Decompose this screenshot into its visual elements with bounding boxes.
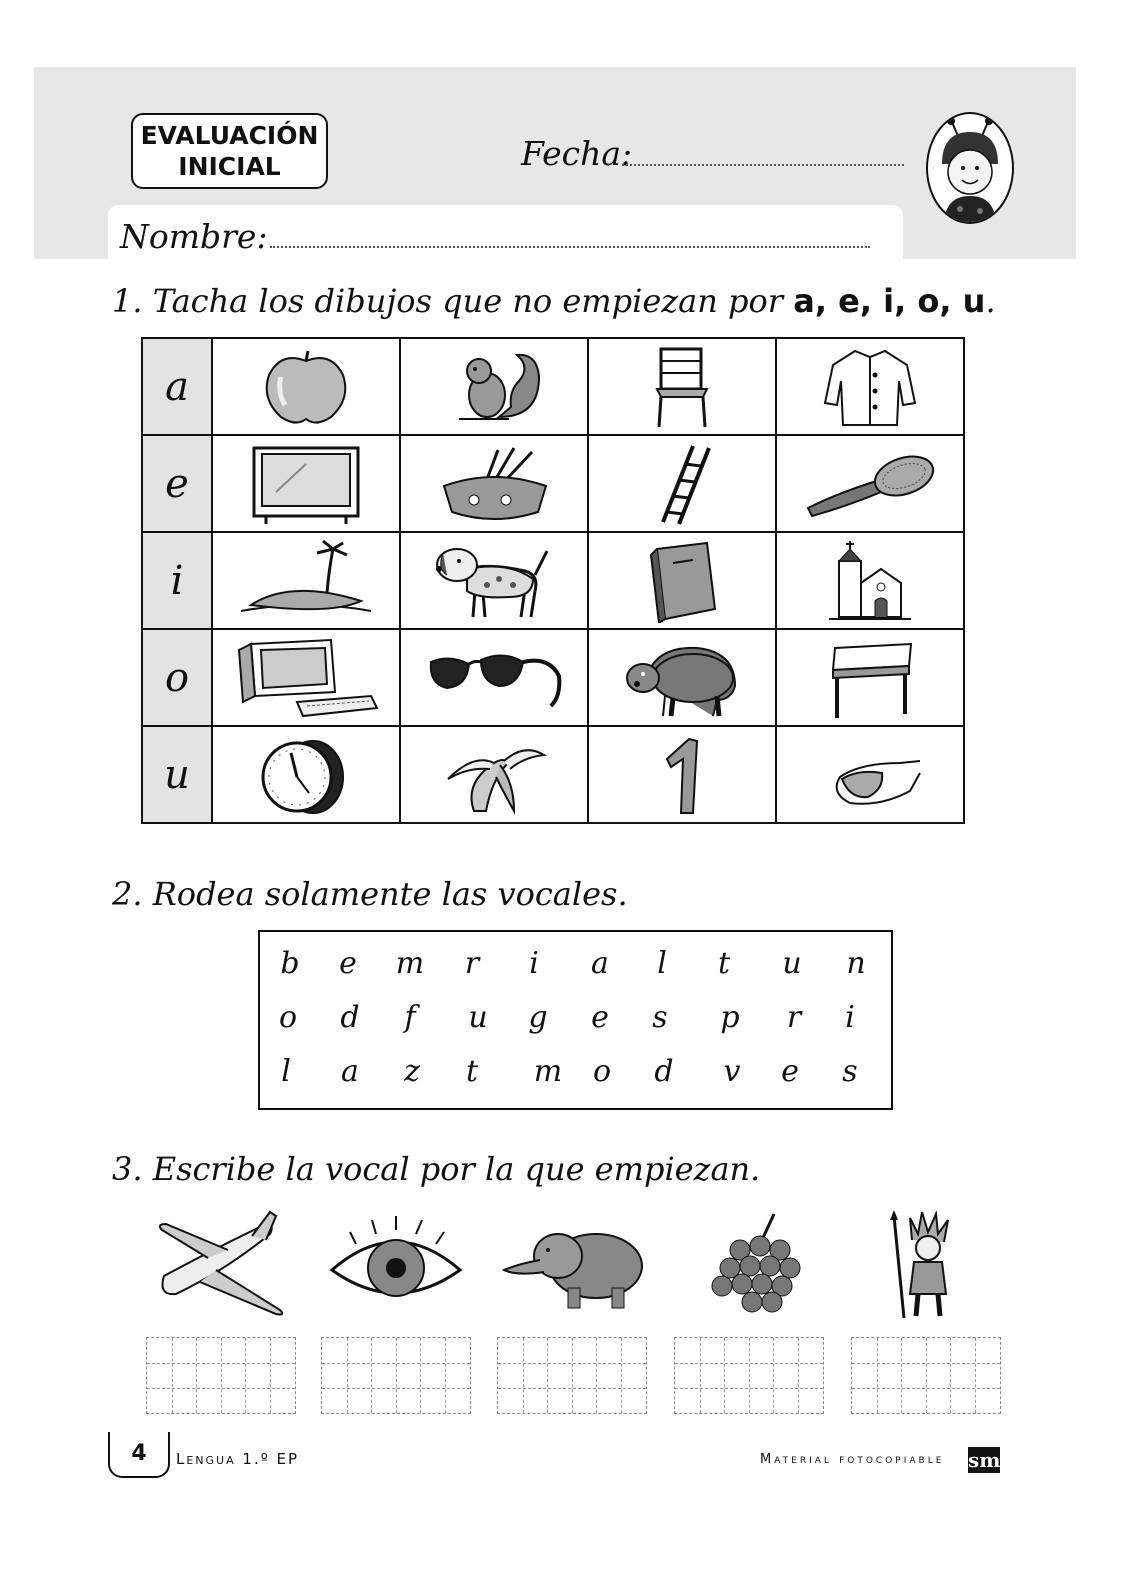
name-label: Nombre: [120,217,268,256]
grid-cell[interactable] [776,435,964,532]
grid-cell[interactable] [400,532,588,629]
exercise-2-text: Rodea solamente las vocales. [152,875,628,913]
letter[interactable]: s [652,1000,668,1035]
page-number: 4 [108,1432,170,1478]
letter[interactable]: d [340,1000,360,1035]
grid-cell[interactable] [776,726,964,823]
ladybug-character-icon [926,112,1014,224]
grid-cell[interactable] [588,435,776,532]
grid-cell[interactable] [212,435,400,532]
letter[interactable]: a [591,946,609,981]
grid-cell[interactable] [588,726,776,823]
letter[interactable]: l [657,946,667,981]
coat-icon [815,345,925,429]
letter[interactable]: b [280,946,300,981]
exercise-2-instruction [112,875,628,913]
grid-cell[interactable] [588,532,776,629]
exercise-3-text: Escribe la vocal por la que empiezan. [152,1150,761,1188]
grid-cell[interactable] [400,629,588,726]
exercise-3-instruction [112,1150,760,1188]
exercise-1-end: . [985,282,996,320]
ladder-icon [627,442,737,526]
exercise-3-pictures [0,1210,1124,1330]
grid-cell[interactable] [588,629,776,726]
grid-cell[interactable] [212,532,400,629]
row-vowel-label: o [142,629,212,726]
grid-cell[interactable] [588,338,776,435]
letter[interactable]: o [278,1000,298,1035]
church-icon [815,539,925,623]
writing-box[interactable] [851,1337,1001,1414]
letter[interactable]: r [786,1000,802,1035]
letter[interactable]: e [591,1000,609,1035]
exercise-1-instruction [112,282,996,320]
date-label: Fecha: [521,134,633,173]
badge-line-2: INICIAL [178,152,281,181]
exercise-3-number: 3. [112,1150,143,1188]
letter[interactable]: s [842,1054,858,1089]
grid-cell[interactable] [212,629,400,726]
letter-row-1 [260,946,891,996]
row-vowel-label: i [142,532,212,629]
letter[interactable]: u [468,1000,488,1035]
row-vowel-label: a [142,338,212,435]
publisher-logo: sm [968,1448,1001,1472]
letter[interactable]: n [846,946,866,981]
grid-row-i [142,532,964,629]
island-icon [231,539,381,623]
grid-row-o [142,629,964,726]
exercise-1-text: Tacha los dibujos que no empiezan por [152,282,784,320]
tv-icon [246,442,366,526]
chair-icon [627,345,737,429]
footer-subject: Lengua 1.º EP [176,1450,300,1468]
dog-icon [429,539,559,623]
letter[interactable]: d [654,1054,674,1089]
fingernail-icon [810,733,930,817]
number-one-icon [627,733,737,817]
grid-row-a [142,338,964,435]
letter[interactable]: f [404,1000,416,1035]
sunglasses-icon [419,636,569,720]
grid-row-e [142,435,964,532]
letter[interactable]: v [723,1054,741,1089]
writing-box[interactable] [321,1337,471,1414]
bear-icon [617,636,747,720]
grid-cell[interactable] [776,532,964,629]
letter[interactable]: z [404,1054,420,1089]
basket-icon [434,442,554,526]
grid-row-u [142,726,964,823]
row-vowel-label: u [142,726,212,823]
letter[interactable]: g [528,1000,548,1035]
letter[interactable]: t [465,1054,479,1089]
airplane-icon [152,1210,292,1320]
eye-icon [326,1210,466,1320]
exercise-1-number: 1. [112,282,143,320]
computer-icon [231,636,381,720]
letter[interactable]: t [717,946,731,981]
grid-cell[interactable] [776,629,964,726]
letter[interactable]: a [341,1054,359,1089]
badge-line-1: EVALUACIÓN [140,121,319,150]
table-icon [815,636,925,720]
writing-box[interactable] [497,1337,647,1414]
grid-cell[interactable] [776,338,964,435]
letter[interactable]: u [782,946,802,981]
letter[interactable]: r [464,946,480,981]
letter[interactable]: e [339,946,357,981]
letter[interactable]: i [529,946,539,981]
letter[interactable]: p [720,1000,740,1035]
exercise-2-number: 2. [112,875,143,913]
grid-cell[interactable] [212,338,400,435]
letter[interactable]: e [781,1054,799,1089]
letter-box [258,930,893,1110]
date-field[interactable] [622,164,904,166]
grid-cell[interactable] [400,726,588,823]
letter[interactable]: i [845,1000,855,1035]
banana-icon [434,733,554,817]
native-warrior-icon [880,1210,970,1320]
letter[interactable]: l [281,1054,291,1089]
book-icon [627,539,737,623]
grid-cell[interactable] [400,338,588,435]
letter-row-2 [260,1000,891,1050]
picture-grid [141,337,965,824]
grid-cell[interactable] [400,435,588,532]
squirrel-icon [439,347,549,427]
clock-icon [251,733,361,817]
elephant-icon [500,1210,650,1320]
brush-icon [800,442,940,526]
letter-row-3 [260,1054,891,1104]
grapes-icon [700,1210,810,1320]
apple-icon [251,347,361,427]
writing-box[interactable] [146,1337,296,1414]
exercise-1-vowels: a, e, i, o, u [793,282,986,320]
letter[interactable]: o [592,1054,612,1089]
letter[interactable]: m [395,946,425,981]
writing-box[interactable] [674,1337,824,1414]
letter[interactable]: m [533,1054,563,1089]
grid-cell[interactable] [212,726,400,823]
name-field[interactable] [270,246,870,248]
footer-note: Material fotocopiable [760,1452,945,1467]
row-vowel-label: e [142,435,212,532]
evaluation-badge [131,113,328,189]
